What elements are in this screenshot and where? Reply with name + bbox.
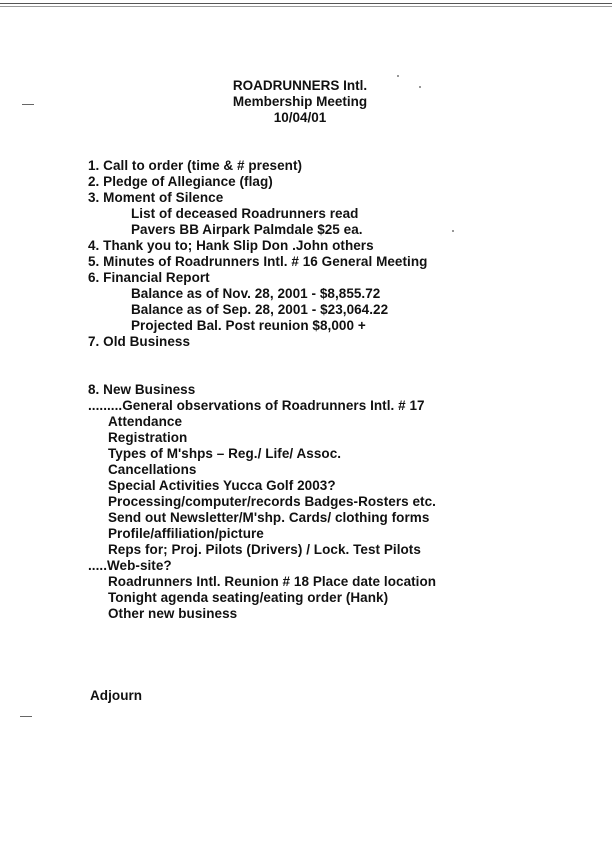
scan-speck: [20, 716, 32, 717]
agenda-subitem: Profile/affiliation/picture: [108, 526, 264, 541]
scan-edge-line: [0, 3, 612, 4]
agenda-item: 3. Moment of Silence: [88, 190, 224, 205]
scan-speck: [419, 86, 421, 88]
agenda-subitem: Other new business: [108, 606, 238, 621]
agenda-item: 4. Thank you to; Hank Slip Don .John others: [88, 238, 374, 253]
agenda-subitem: Pavers BB Airpark Palmdale $25 ea.: [131, 222, 363, 237]
agenda-subitem: Balance as of Nov. 28, 2001 - $8,855.72: [131, 286, 381, 301]
agenda-item: 6. Financial Report: [88, 270, 210, 285]
adjourn-text: Adjourn: [90, 688, 143, 703]
agenda-subitem: Reps for; Proj. Pilots (Drivers) / Lock. Test Pilots: [108, 542, 421, 557]
agenda-subitem: Balance as of Sep. 28, 2001 - $23,064.22: [131, 302, 389, 317]
agenda-subitem: Registration: [108, 430, 188, 445]
agenda-subitem: Processing/computer/records Badges-Rosters etc.: [108, 494, 436, 509]
agenda-subitem: Special Activities Yucca Golf 2003?: [108, 478, 336, 493]
agenda-item: 7. Old Business: [88, 334, 191, 349]
meeting-title: Membership Meeting: [232, 94, 368, 109]
meeting-date: 10/04/01: [273, 110, 327, 125]
agenda-subitem: Types of M'shps – Reg./ Life/ Assoc.: [108, 446, 342, 461]
org-title: ROADRUNNERS Intl.: [232, 78, 368, 93]
agenda-subitem: Send out Newsletter/M'shp. Cards/ clothing forms: [108, 510, 430, 525]
agenda-item: .........General observations of Roadrunners Intl. # 17: [88, 398, 425, 413]
agenda-item: 8. New Business: [88, 382, 196, 397]
agenda-item: 1. Call to order (time & # present): [88, 158, 303, 173]
agenda-item: 5. Minutes of Roadrunners Intl. # 16 General Meeting: [88, 254, 428, 269]
scan-speck: [452, 230, 454, 232]
agenda-subitem: Projected Bal. Post reunion $8,000 +: [131, 318, 366, 333]
scan-edge-line: [0, 6, 612, 7]
scan-speck: [22, 104, 34, 105]
agenda-item: .....Web-site?: [88, 558, 172, 573]
agenda-subitem: Attendance: [108, 414, 183, 429]
agenda-subitem: List of deceased Roadrunners read: [131, 206, 359, 221]
agenda-subitem: Roadrunners Intl. Reunion # 18 Place date location: [108, 574, 437, 589]
agenda-item: 2. Pledge of Allegiance (flag): [88, 174, 273, 189]
scan-speck: [397, 75, 399, 77]
agenda-subitem: Tonight agenda seating/eating order (Hank): [108, 590, 389, 605]
agenda-subitem: Cancellations: [108, 462, 197, 477]
